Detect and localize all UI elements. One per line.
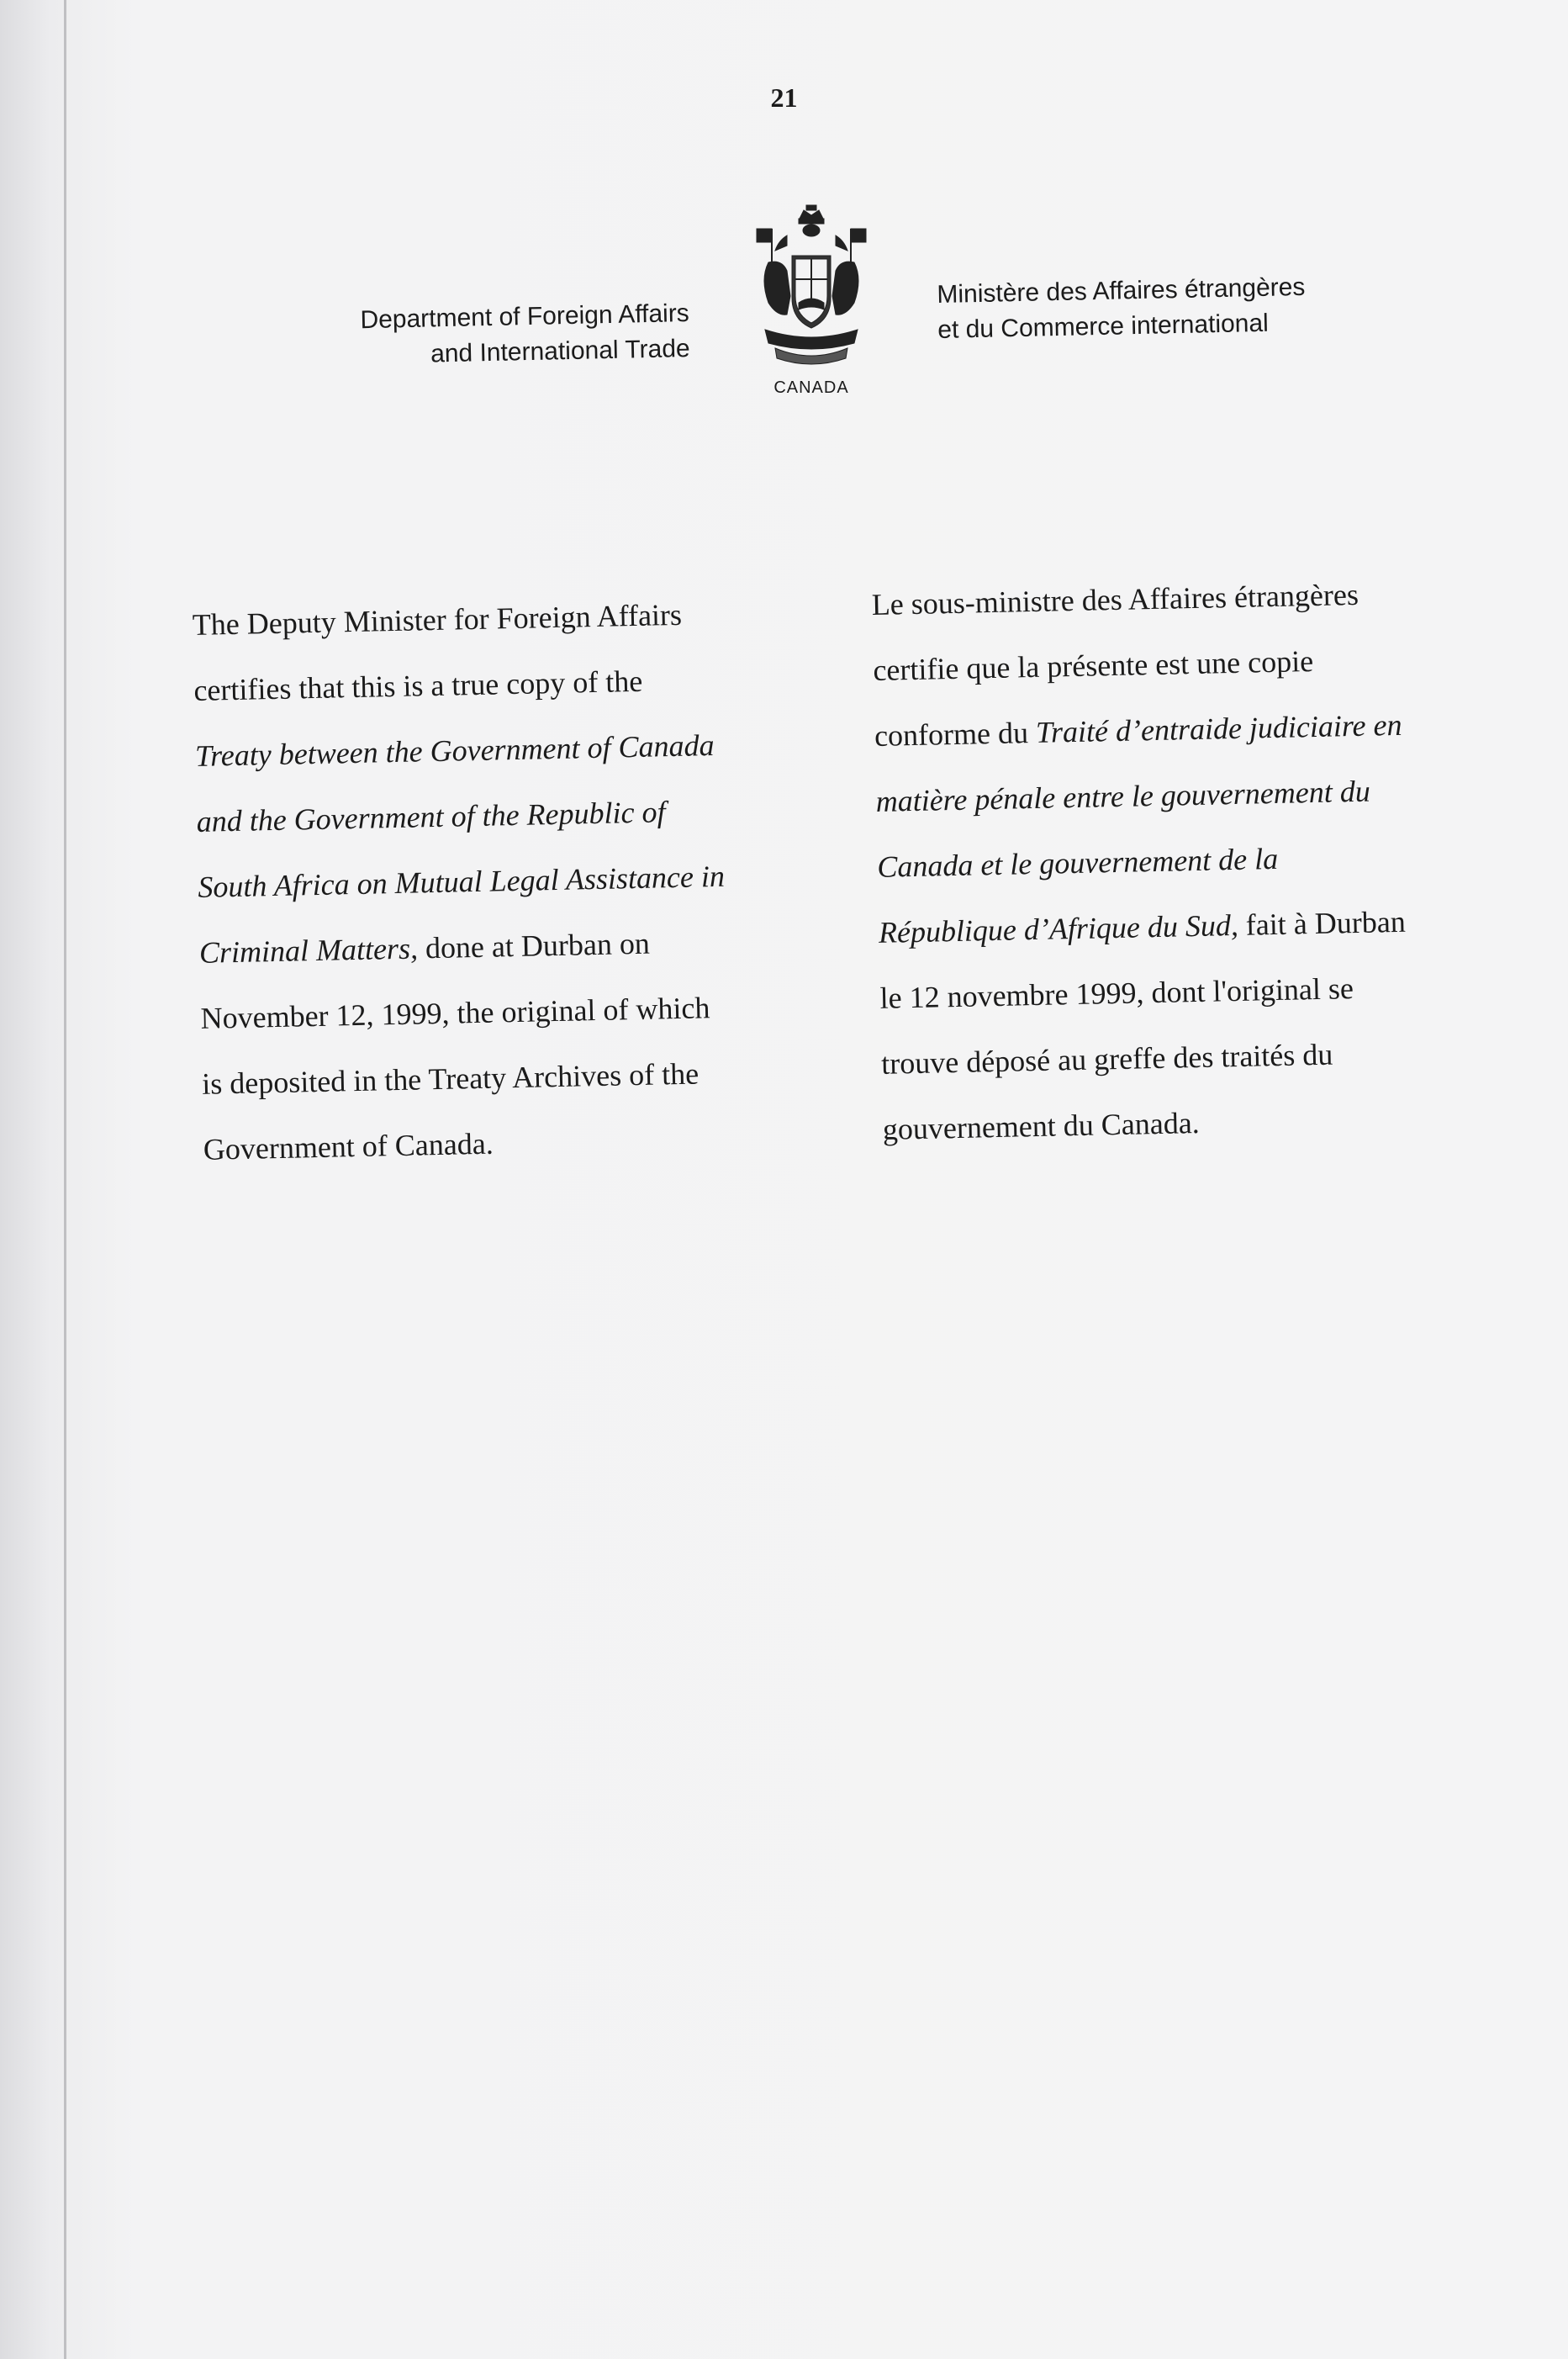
certification-line: is deposited in the Treaty Archives of the [201, 1056, 700, 1101]
canada-coat-of-arms-icon [753, 204, 869, 372]
certification-line: South Africa on Mutual Legal Assistance in [197, 859, 726, 904]
certification-line: République d’Afrique du Sud, fait à Durban [878, 904, 1407, 949]
certification-line: Criminal Matters, done at Durban on [198, 926, 651, 970]
certification-line: matière pénale entre le gouvernement du [875, 774, 1371, 818]
certification-line: conforme du Traité d’entraide judiciaire en [874, 707, 1402, 753]
certification-line: le 12 novembre 1999, dont l'original se [879, 971, 1354, 1015]
certification-line: The Deputy Minister for Foreign Affairs [192, 597, 683, 642]
department-line: Ministère des Affaires étrangères [937, 272, 1306, 309]
certification-line: Le sous-ministre des Affaires étrangères [871, 577, 1359, 621]
crest-caption: CANADA [773, 378, 849, 397]
certification-line: trouve déposé au greffe des traités du [880, 1037, 1333, 1081]
department-line: et du Commerce international [937, 309, 1270, 344]
certification-line: November 12, 1999, the original of which [200, 991, 710, 1035]
department-line: Department of Foreign Affairs [359, 299, 689, 335]
department-name-french [937, 270, 1307, 348]
department-name-english [360, 296, 690, 373]
certification-line: Canada et le gouvernement de la [876, 841, 1279, 884]
certification-line: certifie que la présente est une copie [873, 644, 1314, 687]
certification-line: Government of Canada. [203, 1126, 494, 1166]
certification-line: Treaty between the Government of Canada [194, 728, 715, 773]
binding-edge [64, 0, 66, 2359]
certification-line: gouvernement du Canada. [882, 1105, 1201, 1146]
certification-line: and the Government of the Republic of [196, 795, 666, 838]
certification-french [871, 558, 1523, 1162]
certification-line: certifies that this is a true copy of the [193, 664, 643, 707]
department-line: and International Trade [430, 334, 690, 368]
page-number: 21 [770, 82, 798, 113]
certification-english [192, 579, 826, 1182]
